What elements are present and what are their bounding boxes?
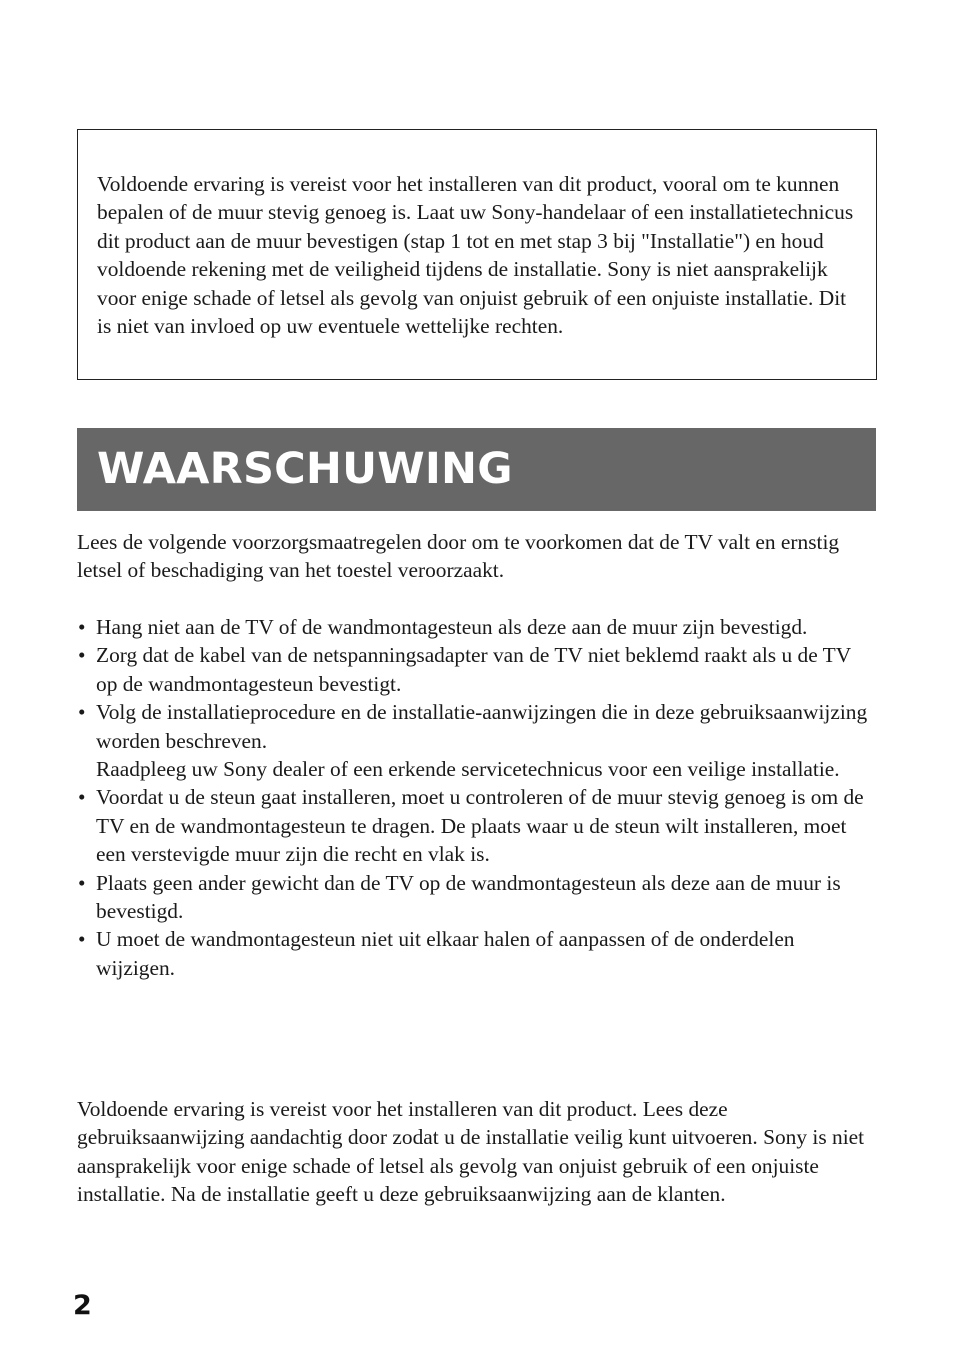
bullet-icon: • (78, 615, 86, 639)
list-item-text: Volg de installatieprocedure en de installatie-aanwijzingen die in deze gebruiksaanwijzing worden beschreven. (96, 700, 868, 753)
list-item-text: U moet de wandmontagesteun niet uit elkaar halen of aanpassen of de onderdelen wijzigen. (96, 927, 795, 980)
bullet-icon: • (78, 643, 86, 668)
page-number: 2 (73, 1290, 92, 1321)
list-item-text: Hang niet aan de TV of de wandmontagesteun als deze aan de muur zijn bevestigd. (96, 615, 808, 639)
list-item (77, 641, 877, 698)
installation-notice-box (77, 129, 877, 380)
installer-note: Voldoende ervaring is vereist voor het installeren van dit product. Lees deze gebruiksaanwijzing aandachtig door zodat u de installatie veilig kunt uitvoeren. Sony is niet aansprakelijk voor enige schade of letsel als gevolg van onjuist gebruik of een onjuiste installatie. Na de installatie geeft u deze gebruiksaanwijzing aan de klanten. (77, 1097, 865, 1207)
list-item (77, 783, 877, 868)
list-item (77, 925, 877, 982)
warning-intro: Lees de volgende voorzorgsmaatregelen door om te voorkomen dat de TV valt en ernstig letsel of beschadiging van het toestel veroorzaakt. (77, 530, 840, 583)
list-item-text: Voordat u de steun gaat installeren, moet u controleren of de muur stevig genoeg is om de TV en de wandmontagesteun te dragen. De plaats waar u de steun wilt installeren, moet een verstevigde muur zijn die recht en vlak is. (96, 785, 864, 867)
list-item (77, 698, 877, 783)
bullet-icon: • (78, 700, 86, 725)
bullet-icon: • (78, 927, 86, 952)
list-item-text: Plaats geen ander gewicht dan de TV op de wandmontagesteun als deze aan de muur is bevestigd. (96, 870, 841, 924)
warning-title: WAARSCHUWING (97, 444, 513, 494)
list-item (77, 613, 877, 641)
installation-notice-text: Voldoende ervaring is vereist voor het installeren van dit product, vooral om te kunnen bepalen of de muur stevig genoeg is. Laat uw Sony-handelaar of een installatietechnicus dit product aan de muur bevestigen (stap 1 tot en met stap 3 bij "Installatie") en houd voldoende rekening met de veiligheid tijdens de installatie. Sony is niet aansprakelijk voor enige schade of letsel als gevolg van onjuist gebruik of een onjuiste installatie. Dit is niet van invloed op uw eventuele wettelijke rechten. (97, 172, 854, 339)
list-item-note: Raadpleeg uw Sony dealer of een erkende servicetechnicus voor een veilige installatie. (96, 757, 840, 782)
warning-list (77, 613, 877, 982)
list-item-text: Zorg dat de kabel van de netspanningsadapter van de TV niet beklemd raakt als u de TV op de wandmontagesteun bevestigt. (96, 643, 851, 696)
bullet-icon: • (78, 785, 86, 810)
warning-banner (77, 428, 876, 511)
bullet-icon: • (78, 870, 86, 895)
list-item (77, 869, 877, 926)
